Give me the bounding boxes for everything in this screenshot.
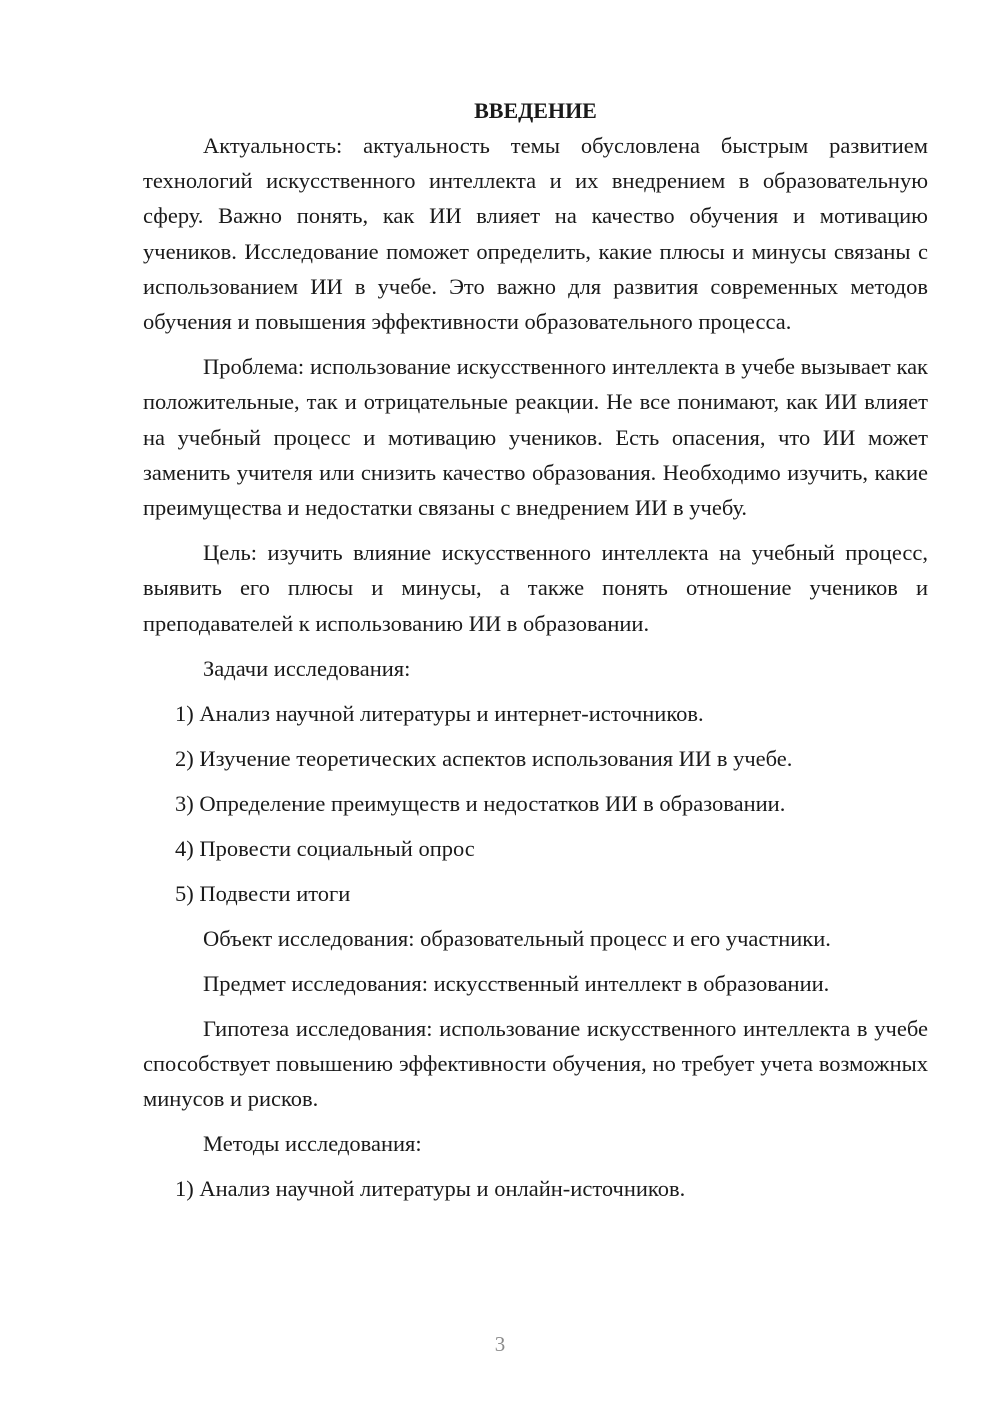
task-item: 3) Определение преимуществ и недостатков ИИ в образовании. <box>175 790 786 816</box>
page-number: 3 <box>494 1332 506 1356</box>
research-object: Объект исследования: образовательный процесс и его участники. <box>203 925 831 951</box>
method-item: 1) Анализ научной литературы и онлайн-источников. <box>175 1176 686 1202</box>
relevance-paragraph: Актуальность: актуальность темы обусловлена быстрым развитием технологий искусственного интеллекта и их внедрением в образовательную сферу. Важно понять, как ИИ влияет на качество обучения и мотивацию учеников. Исследование поможет определить, какие плюсы и минусы связаны с использованием ИИ в учебе. Это важно для развития современных методов обучения и повышения эффективности образовательного процесса. <box>143 133 928 335</box>
hypothesis-paragraph: Гипотеза исследования: использование искусственного интеллекта в учебе способствует повышению эффективности обучения, но требует учета возможных минусов и рисков. <box>143 1015 928 1112</box>
research-subject: Предмет исследования: искусственный интеллект в образовании. <box>203 970 830 996</box>
goal-paragraph: Цель: изучить влияние искусственного интеллекта на учебный процесс, выявить его плюсы и минусы, а также понять отношение учеников и преподавателей к использованию ИИ в образовании. <box>143 540 928 636</box>
methods-label: Методы исследования: <box>203 1131 422 1157</box>
section-heading: ВВЕДЕНИЕ <box>474 98 597 123</box>
problem-paragraph: Проблема: использование искусственного интеллекта в учебе вызывает как положительные, так и отрицательные реакции. Не все понимают, как ИИ влияет на учебный процесс и мотивацию учеников. Есть опасения, что ИИ может заменить учителя или снизить качество образования. Необходимо изучить, какие преимущества и недостатки связаны с внедрением ИИ в учебу. <box>143 354 928 521</box>
task-item: 4) Провести социальный опрос <box>175 835 475 861</box>
tasks-label: Задачи исследования: <box>203 655 411 681</box>
task-item: 2) Изучение теоретических аспектов использования ИИ в учебе. <box>175 745 793 771</box>
document-page <box>143 93 928 1206</box>
task-item: 5) Подвести итоги <box>175 880 351 906</box>
task-item: 1) Анализ научной литературы и интернет-источников. <box>175 700 704 726</box>
